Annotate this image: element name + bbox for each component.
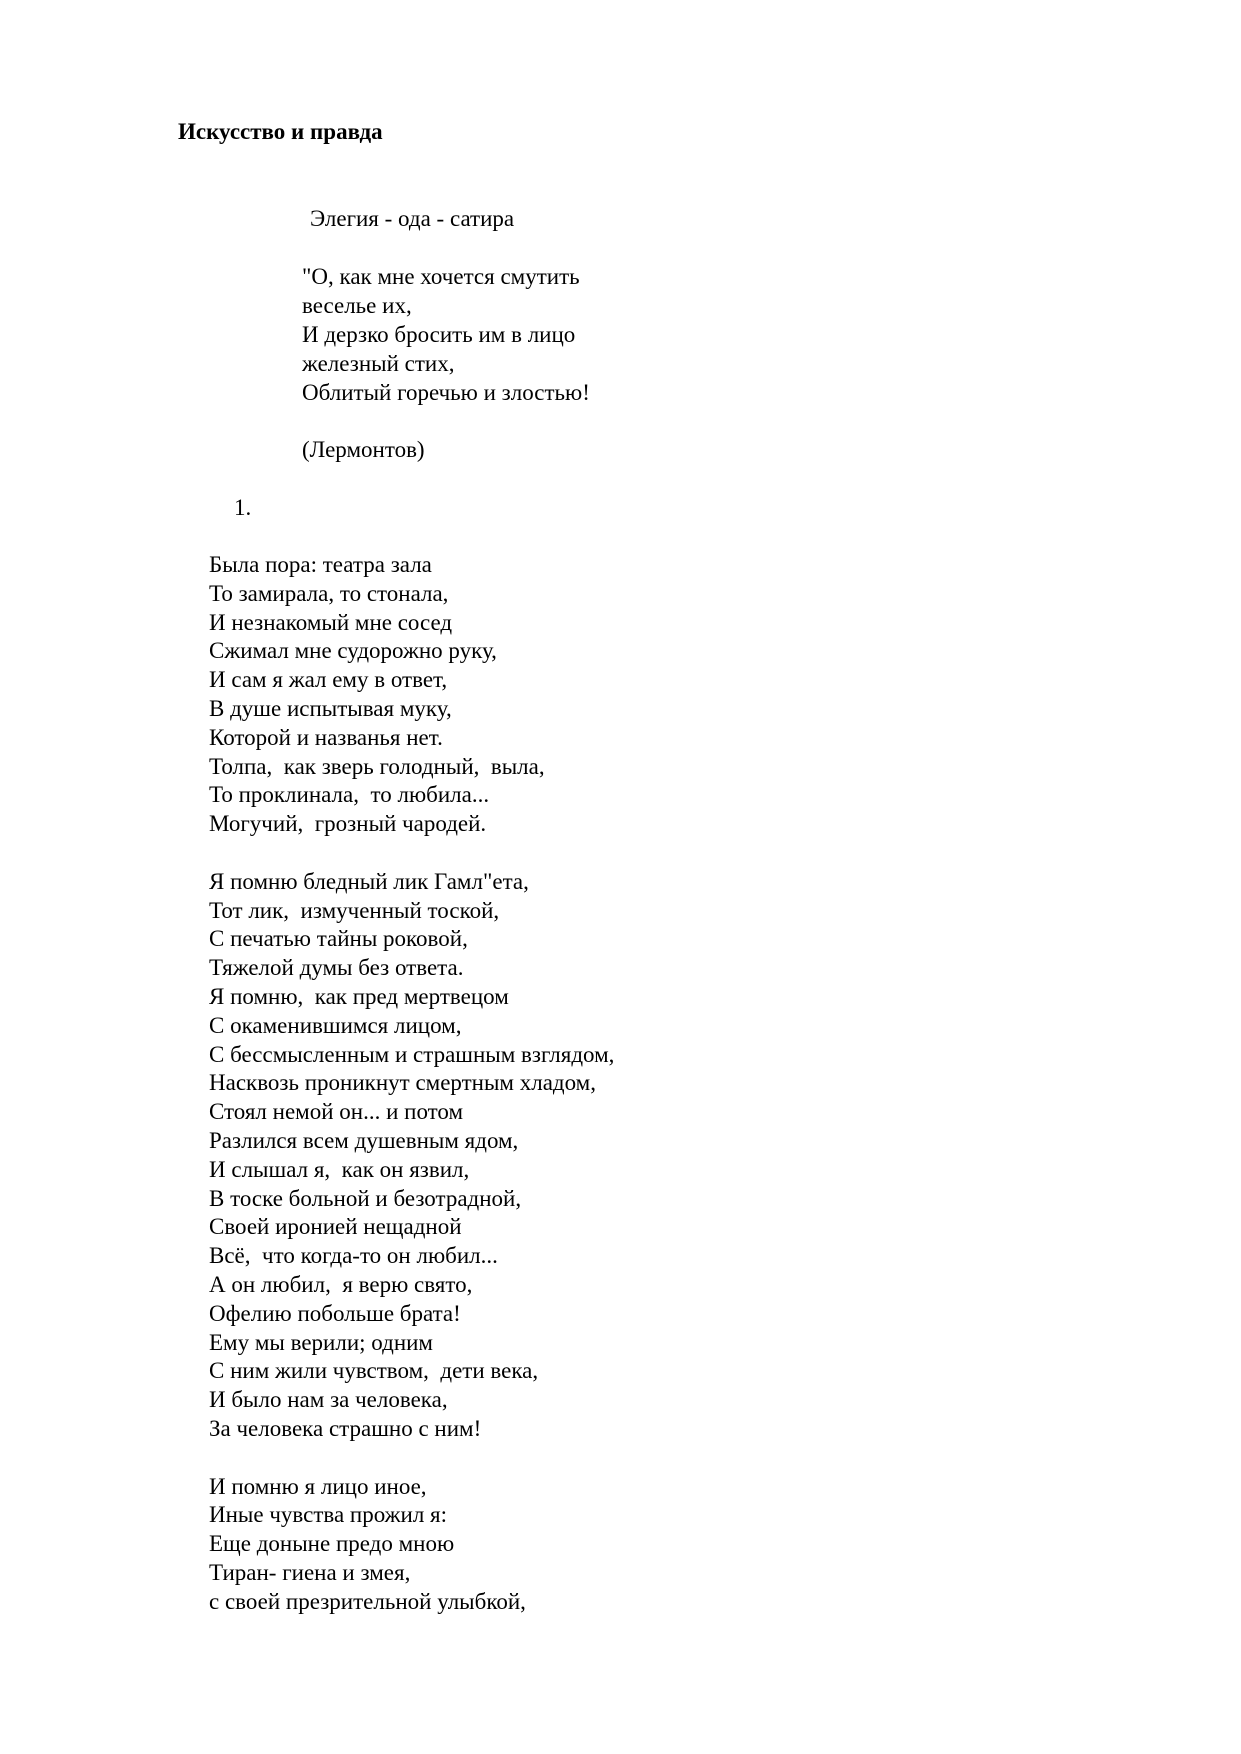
poem-subtitle: Элегия - ода - сатира [310,206,515,231]
document-title: Искусство и правда [178,119,383,144]
epigraph-line: И дерзко бросить им в лицо [302,322,576,347]
poem-line: Офелию побольше брата! [209,1300,461,1326]
poem-line: Могучий, грозный чародей. [209,811,487,837]
poem-line: И было нам за человека, [209,1387,448,1413]
poem-line: С ним жили чувством, дети века, [209,1358,539,1384]
poem-line: Тяжелой думы без ответа. [209,955,464,981]
poem-line: Своей иронией нещадной [209,1214,462,1240]
poem-line: И слышал я, как он язвил, [209,1156,470,1182]
poem-line: Стоял немой он... и потом [209,1099,464,1125]
epigraph-line: железный стих, [302,351,455,376]
poem-line: А он любил, я верю свято, [209,1271,473,1297]
epigraph-line: "О, как мне хочется смутить [302,264,580,289]
poem-line: Всё, что когда-то он любил... [209,1243,498,1269]
poem-line: Иные чувства прожил я: [209,1502,448,1528]
epigraph [302,262,590,407]
poem-line: Еще доныне предо мною [209,1531,455,1557]
poem-body [209,551,614,1645]
poem-line: Была пора: театра зала [209,552,432,577]
poem-line: Тиран- гиена и змея, [209,1559,411,1585]
poem-line: Которой и названья нет. [209,724,443,750]
poem-line: То проклинала, то любила... [209,782,490,808]
poem-line: С окаменившимся лицом, [209,1012,462,1038]
poem-line: Сжимал мне судорожно руку, [209,638,497,664]
poem-line: Ему мы верили; одним [209,1329,433,1355]
stanza [209,868,614,1444]
poem-line: В тоске больной и безотрадной, [209,1185,522,1211]
poem-line: И незнакомый мне сосед [209,609,453,635]
epigraph-line: Облитый горечью и злостью! [302,380,590,405]
poem-line: С печатью тайны роковой, [209,926,468,952]
poem-line: И помню я лицо иное, [209,1473,427,1499]
poem-line: Толпа, как зверь голодный, выла, [209,753,545,779]
stanza [209,551,614,839]
poem-line: с своей презрительной улыбкой, [209,1588,526,1614]
epigraph-attribution: (Лермонтов) [302,437,425,462]
poem-line: И сам я жал ему в ответ, [209,667,448,693]
stanza [209,1473,614,1617]
epigraph-line: веселье их, [302,293,412,318]
poem-line: С бессмысленным и страшным взглядом, [209,1041,615,1067]
poem-line: Разлился всем душевным ядом, [209,1127,519,1153]
poem-line: Я помню бледный лик Гамл"ета, [209,868,529,894]
poem-line: Я помню, как пред мертвецом [209,983,509,1009]
poem-line: За человека страшно с ним! [209,1415,482,1441]
poem-line: Насквозь проникнут смертным хладом, [209,1070,596,1096]
poem-line: То замирала, то стонала, [209,580,449,606]
poem-line: В душе испытывая муку, [209,695,452,721]
poem-line: Тот лик, измученный тоской, [209,897,500,923]
section-number: 1. [234,495,252,520]
